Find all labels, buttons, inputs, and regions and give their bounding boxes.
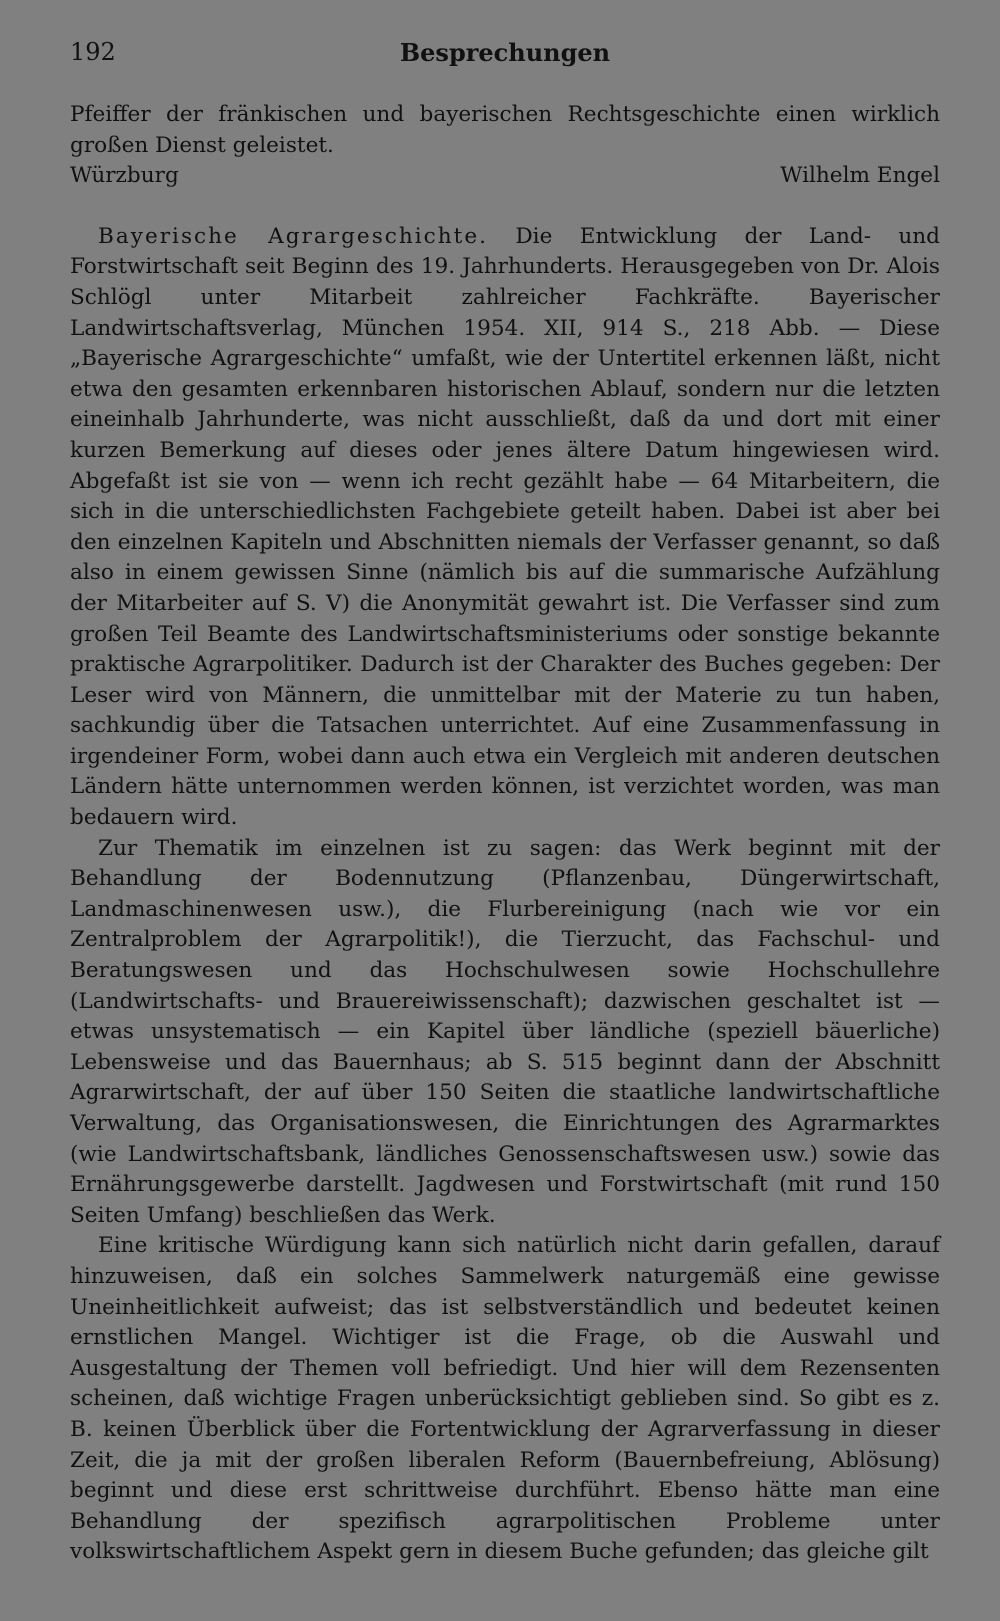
review-paragraph-2: Zur Thematik im einzelnen ist zu sagen: das Werk beginnt mit der Behandlung der Bodennutzung (Pflanzenbau, Düngerwirtschaft, Landmaschinenwesen usw.), die Flurbereinigung (nach wie vor ein Zentralproblem der Agrarpolitik!), die Tierzucht, das Fachschul- und Beratungswesen und das Hochschulwesen sowie Hochschullehre (Landwirtschafts- und Brauereiwissenschaft); dazwischen geschaltet ist — etwas unsystematisch — ein Kapitel über ländliche (speziell bäuerliche) Lebensweise und das Bauernhaus; ab S. 515 beginnt dann der Abschnitt Agrarwirtschaft, der auf über 150 Seiten die staatliche landwirtschaftliche Verwaltung, das Organisationswesen, die Einrichtungen des Agrarmarktes (wie Landwirtschaftsbank, ländliches Genossenschaftswesen usw.) sowie das Ernährungsgewerbe darstellt. Jagdwesen und Forstwirtschaft (mit rund 150 Seiten Umfang) beschließen das Werk. [70, 835, 940, 1228]
review-signoff [70, 161, 940, 192]
review-paragraph-3: Eine kritische Würdigung kann sich natürlich nicht darin gefallen, darauf hinzuweisen, daß ein solches Sammelwerk naturgemäß eine gewisse Uneinheitlichkeit aufweist; das ist selbstverständlich und bedeutet keinen ernstlichen Mangel. Wichtiger ist die Frage, ob die Auswahl und Ausgestaltung der Themen voll befriedigt. Und hier will dem Rezensenten scheinen, daß wichtige Fragen unberücksichtigt geblieben sind. So gibt es z. B. keinen Überblick über die Fortentwicklung der Agrarverfassung in dieser Zeit, die ja mit der großen liberalen Reform (Bauernbefreiung, Ablösung) beginnt und diese erst schrittweise durchführt. Ebenso hätte man eine Behandlung der spezifisch agrarpolitischen Probleme unter volkswirtschaftlichem Aspekt gern in diesem Buche gefunden; das gleiche gilt [70, 1233, 940, 1565]
signoff-reviewer: Wilhelm Engel [780, 163, 940, 189]
running-head: Besprechungen [399, 38, 611, 67]
page-body [70, 100, 940, 1568]
previous-review-closing-text: Pfeiffer der fränkischen und bayerischen Rechtsgeschichte einen wirklich großen Dienst geleistet. [70, 102, 940, 158]
section-gap [70, 192, 940, 222]
page-header [70, 38, 940, 74]
reviewed-book-title: Bayerische Agrargeschichte. [98, 223, 489, 249]
review-lead-text: Die Entwicklung der Land- und Forstwirtschaft seit Beginn des 19. Jahrhunderts. Herausgegeben von Dr. Alois Schlögl unter Mitarbeit zahlreicher Fachkräfte. Bayerischer Landwirtschaftsverlag, München 1954. XII, 914 S., 218 Abb. — Diese „Bayerische Agrargeschichte“ umfaßt, wie der Untertitel erkennen läßt, nicht etwa den gesamten erkennbaren historischen Ablauf, sondern nur die letzten eineinhalb Jahrhunderte, was nicht ausschließt, daß da und dort mit einer kurzen Bemerkung auf dieses oder jenes ältere Datum hingewiesen wird. Abgefaßt ist sie von — wenn ich recht gezählt habe — 64 Mitarbeitern, die sich in die unterschiedlichsten Fachgebiete geteilt haben. Dabei ist aber bei den einzelnen Kapiteln und Abschnitten niemals der Verfasser genannt, so daß also in einem gewissen Sinne (nämlich bis auf die summarische Aufzählung der Mitarbeiter auf S. V) die Anonymität gewahrt ist. Die Verfasser sind zum großen Teil Beamte des Landwirtschaftsministeriums oder sonstige bekannte praktische Agrarpolitiker. Dadurch ist der Charakter des Buches gegeben: Der Leser wird von Männern, die unmittelbar mit der Materie zu tun haben, sachkundig über die Tatsachen unterrichtet. Auf eine Zusammenfassung in irgendeiner Form, wobei dann auch etwa ein Vergleich mit anderen deutschen Ländern hätte unternommen werden können, ist verzichtet worden, was man bedauern wird. [70, 223, 940, 831]
signoff-place: Würzburg [70, 163, 179, 189]
page-number: 192 [70, 38, 116, 66]
review-paragraph-1 [70, 222, 940, 834]
